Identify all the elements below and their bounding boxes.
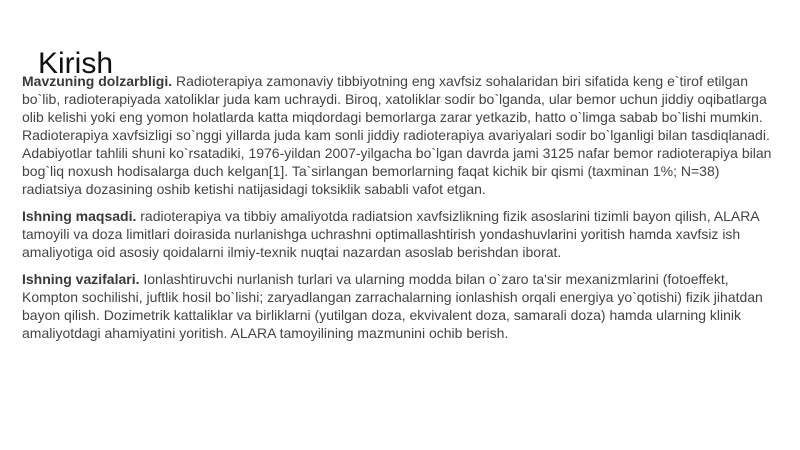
paragraph-tasks	[22, 270, 780, 342]
slide-title: Kirish	[38, 47, 114, 81]
paragraph-text: radioterapiya va tibbiy amaliyotda radiatsion xavfsizlikning fizik asoslarini tizimli bayon qilish, ALARA tamoyili va doza limitlari doirasida nurlanishga uchrashni optimallashtirish yondashuvlarini yoritish hamda xavfsiz ish amaliyotiga oid asosiy qoidalarni ilmiy-texnik nuqtai nazardan asoslab berishdan iborat.	[22, 208, 759, 260]
paragraph-lead: Ishning maqsadi.	[22, 208, 137, 224]
paragraph-relevance	[22, 72, 780, 198]
paragraph-lead: Mavzuning dolzarbligi.	[22, 73, 173, 89]
paragraph-text: Ionlashtiruvchi nurlanish turlari va ularning modda bilan o`zaro ta'sir mexanizmlarini (fotoeffekt, Kompton sochilishi, juftlik hosil bo`lishi; zaryadlangan zarrachalarning ionlashish orqali energiya yo`qotishi) fizik jihatdan bayon qilish. Dozimetrik kattaliklar va birliklarni (yutilgan doza, ekvivalent doza, samarali doza) hamda ularning klinik amaliyotdagi ahamiyatini yoritish. ALARA tamoyilining mazmunini ochib berish.	[22, 271, 763, 341]
paragraph-goal	[22, 207, 780, 261]
paragraph-text: Radioterapiya zamonaviy tibbiyotning eng xavfsiz sohalaridan biri sifatida keng e`tirof etilgan bo`lib, radioterapiyada xatoliklar juda kam uchraydi. Biroq, xatoliklar sodir bo`lganda, ular bemor uchun jiddiy oqibatlarga olib kelishi yoki eng yomon holatlarda katta miqdordagi bemorlarga zarar yetkazib, hatto o`limga sabab bo`lishi mumkin. Radioterapiya xavfsizligi so`nggi yillarda juda kam sonli jiddiy radioterapiya avariyalari sodir bo`lganligi bilan tasdiqlanadi. Adabiyotlar tahlili shuni ko`rsatadiki, 1976-yildan 2007-yilgacha bo`lgan davrda jami 3125 nafar bemor radioterapiya bilan bog`liq noxush hodisalarga duch kelgan[1]. Ta`sirlangan bemorlarning faqat kichik bir qismi (taxminan 1%; N=38) radiatsiya dozasining oshib ketishi natijasidagi toksiklik sababli vafot etgan.	[22, 73, 772, 197]
paragraph-lead: Ishning vazifalari.	[22, 271, 140, 287]
slide-body	[22, 72, 780, 351]
